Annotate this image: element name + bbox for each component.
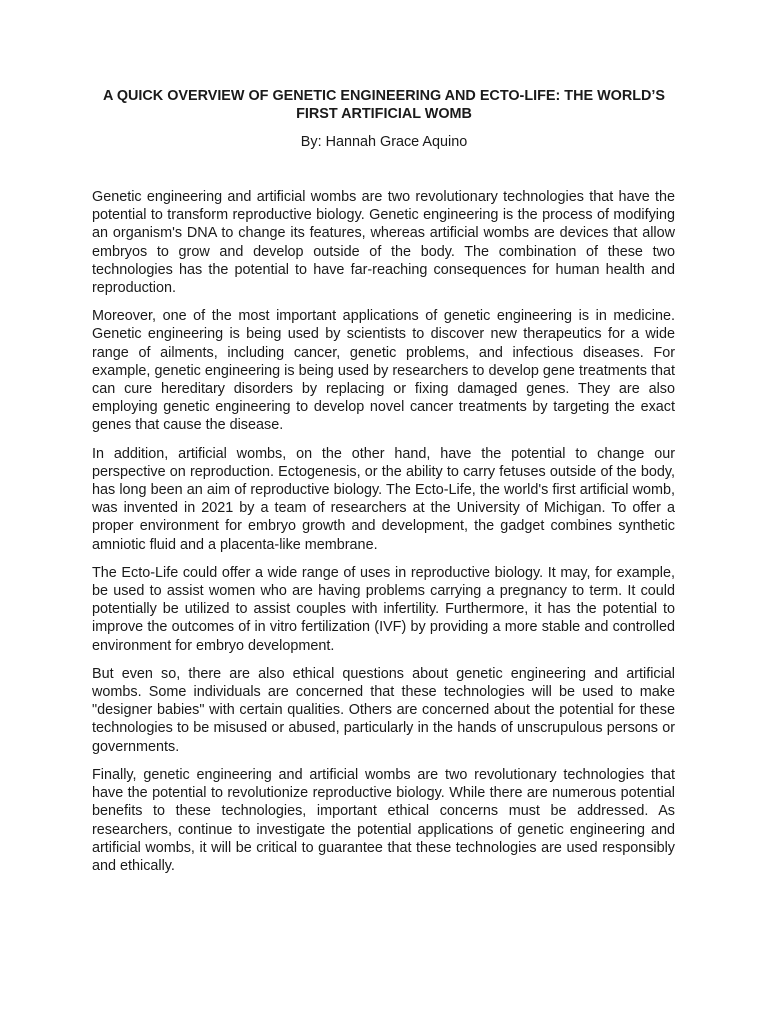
- paragraph-introduction: Genetic engineering and artificial wombs are two revolutionary technologies that have the potential to transform reproductive biology. Genetic engineering is the process of modifying an organism's DNA to change its features, whereas artificial wombs are devices that allow embryos to grow and develop outside of the body. The combination of these two technologies has the potential to have far-reaching consequences for human health and reproduction.: [92, 189, 675, 297]
- document-body: [92, 188, 675, 885]
- author-byline: By: Hannah Grace Aquino: [300, 134, 468, 150]
- paragraph-conclusion: Finally, genetic engineering and artificial wombs are two revolutionary technologies that have the potential to revolutionize reproductive biology. While there are numerous potential benefits to these technologies, important ethical concerns must be addressed. As researchers, continue to investigate the potential applications of genetic engineering and artificial wombs, it will be critical to guarantee that these technologies are used responsibly and ethically.: [92, 766, 675, 874]
- paragraph-ethical-questions: But even so, there are also ethical questions about genetic engineering and artificial wombs. Some individuals are concerned that these technologies will be used to make "designer babies" with certain qualities. Others are concerned about the potential for these technologies to be misused or abused, particularly in the hands of unscrupulous persons or governments.: [92, 665, 675, 755]
- paragraph-medicine: Moreover, one of the most important applications of genetic engineering is in medicine. Genetic engineering is being used by scientists to discover new therapeutics for a wide range of ailments, including cancer, genetic problems, and infectious diseases. For example, genetic engineering is being used by researchers to develop gene treatments that can cure hereditary disorders by replacing or fixing damaged genes. They are also employing genetic engineering to develop novel cancer treatments by targeting the exact genes that cause the disease.: [92, 308, 675, 434]
- paragraph-ecto-life-uses: The Ecto-Life could offer a wide range of uses in reproductive biology. It may, for example, be used to assist women who are having problems carrying a pregnancy to term. It could potentially be utilized to assist couples with infertility. Furthermore, it has the potential to improve the outcomes of in vitro fertilization (IVF) by providing a more stable and controlled environment for embryo development.: [92, 564, 675, 654]
- paragraph-artificial-wombs: In addition, artificial wombs, on the other hand, have the potential to change our perspective on reproduction. Ectogenesis, or the ability to carry fetuses outside of the body, has long been an aim of reproductive biology. The Ecto-Life, the world's first artificial womb, was invented in 2021 by a team of researchers at the University of Michigan. To offer a proper environment for embryo growth and development, the gadget combines synthetic amniotic fluid and a placenta-like membrane.: [92, 445, 675, 553]
- document-title: A QUICK OVERVIEW OF GENETIC ENGINEERING AND ECTO-LIFE: THE WORLD’S FIRST ARTIFICIAL WOMB: [102, 88, 666, 122]
